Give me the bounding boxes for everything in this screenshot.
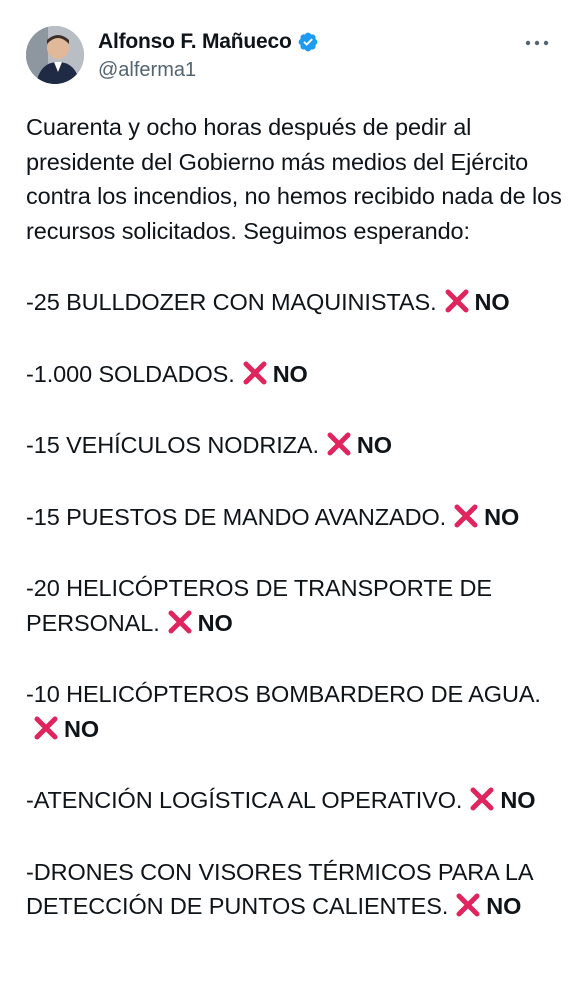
- more-horizontal-icon[interactable]: [524, 36, 550, 50]
- resource-item-status: NO: [484, 503, 520, 530]
- resource-item-status: NO: [486, 893, 522, 919]
- author-handle[interactable]: @alferma1: [98, 59, 197, 81]
- resource-item: [26, 500, 566, 535]
- resource-item-text: -20 HELICÓPTEROS DE TRANSPORTE DE PERSONAL.: [26, 575, 492, 636]
- resource-item-text: -ATENCIÓN LOGÍSTICA AL OPERATIVO.: [26, 787, 463, 813]
- avatar[interactable]: [26, 26, 84, 84]
- tweet-text: [26, 110, 566, 924]
- resource-item-text: -1.000 SOLDADOS.: [26, 360, 235, 387]
- cross-mark-icon: [443, 287, 471, 315]
- tweet-intro: Cuarenta y ocho horas después de pedir al presidente del Gobierno más medios del Ejército contra los incendios, no hemos recibido nada de los recursos solicitados. Seguimos esperando:: [26, 114, 562, 244]
- resource-item-status: NO: [474, 289, 510, 315]
- display-name[interactable]: Alfonso F. Mañueco: [98, 30, 292, 53]
- cross-mark-icon: [468, 785, 496, 813]
- resource-item: [26, 428, 566, 463]
- resource-item-text: -15 PUESTOS DE MANDO AVANZADO.: [26, 503, 447, 530]
- resource-item-text: -DRONES CON VISORES TÉRMICOS PARA LA DETECCIÓN DE PUNTOS CALIENTES.: [26, 858, 533, 919]
- resource-item-status: NO: [272, 360, 308, 387]
- resource-item: [26, 571, 566, 640]
- resource-list: [26, 285, 566, 924]
- resource-item-status: NO: [197, 609, 233, 636]
- tweet-header: [26, 26, 556, 86]
- resource-item: [26, 357, 566, 392]
- cross-mark-icon: [166, 608, 194, 636]
- cross-mark-icon: [452, 502, 480, 530]
- resource-item-status: NO: [64, 715, 100, 742]
- resource-item-text: -15 VEHÍCULOS NODRIZA.: [26, 432, 319, 458]
- cross-mark-icon: [325, 430, 353, 458]
- resource-item-text: -25 BULLDOZER CON MAQUINISTAS.: [26, 289, 437, 315]
- resource-item-status: NO: [500, 787, 536, 813]
- cross-mark-icon: [241, 359, 269, 387]
- cross-mark-icon: [454, 891, 482, 919]
- resource-item: [26, 783, 566, 818]
- author-info: [98, 29, 319, 82]
- verified-badge-icon: [297, 31, 319, 53]
- resource-item-status: NO: [356, 432, 392, 458]
- resource-item: [26, 855, 566, 924]
- resource-item: [26, 285, 566, 320]
- cross-mark-icon: [32, 714, 60, 742]
- resource-item: [26, 677, 566, 746]
- resource-item-text: -10 HELICÓPTEROS BOMBARDERO DE AGUA.: [26, 681, 541, 707]
